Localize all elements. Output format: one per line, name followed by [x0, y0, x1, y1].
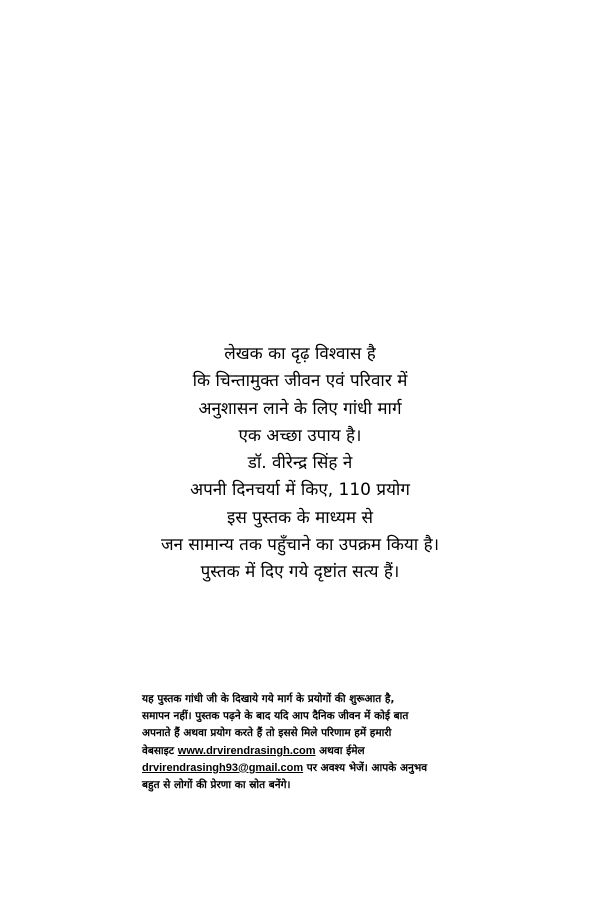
email-prefix: अथवा ईमेल — [315, 744, 365, 757]
statement-line-2: कि चिन्तामुक्त जीवन एवं परिवार में — [192, 371, 408, 392]
statement-line-8: जन सामान्य तक पहुँचाने का उपक्रम किया है। — [160, 535, 440, 556]
note-line-1: यह पुस्तक गांधी जी के दिखाये गये मार्ग के प्रयोगों की शुरूआत है, — [142, 693, 395, 705]
main-statement — [0, 341, 600, 587]
statement-line-5: डॉ. वीरेन्द्र सिंह ने — [247, 453, 353, 474]
statement-line-1: लेखक का दृढ़ विश्वास है — [224, 344, 376, 364]
statement-line-3: अनुशासन लाने के लिए गांधी मार्ग — [198, 398, 402, 419]
footer-note — [142, 691, 482, 794]
statement-line-7: इस पुस्तक के माध्यम से — [226, 507, 373, 528]
statement-line-6: अपनी दिनचर्या में किए, 110 प्रयोग — [190, 480, 410, 501]
statement-line-9: पुस्तक में दिए गये दृष्टांत सत्य हैं। — [200, 562, 400, 583]
note-line-2: समापन नहीं। पुस्तक पढ़ने के बाद यदि आप दैनिक जीवन में कोई बात — [142, 710, 409, 723]
email-suffix: पर अवश्य भेजें। आपके अनुभव — [303, 761, 428, 774]
note-line-6: बहुत से लोगों की प्रेरणा का स्रोत बनेंगे। — [142, 779, 291, 792]
statement-line-4: एक अच्छा उपाय है। — [238, 425, 362, 446]
website-prefix: वेबसाइट — [142, 744, 178, 757]
note-line-3: अपनाते हैं अथवा प्रयोग करते हैं तो इससे मिले परिणाम हमें हमारी — [142, 727, 392, 740]
email-link[interactable]: drvirendrasingh93@gmail.com — [142, 761, 304, 774]
note-line-5 — [142, 760, 482, 777]
website-link[interactable]: www.drvirendrasingh.com — [177, 744, 316, 757]
note-line-4 — [142, 743, 482, 760]
